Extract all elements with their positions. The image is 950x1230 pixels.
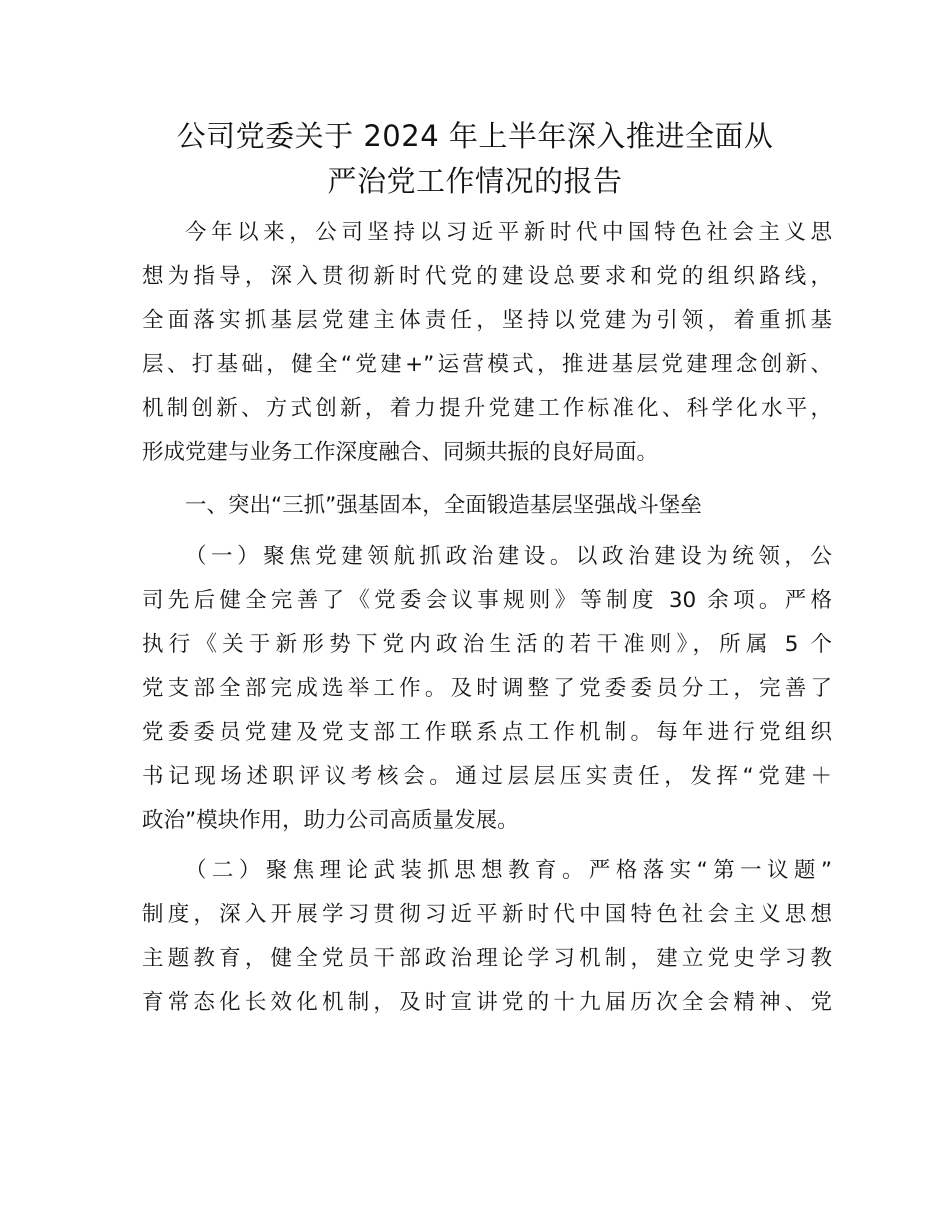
paragraph-1-line-6: 形成党建与业务工作深度融合、同频共振的良好局面。 [142, 440, 659, 465]
document-title-line-1: 公司党委关于 2024 年上半年深入推进全面从 [176, 119, 774, 153]
paragraph-1-line-3: 全面落实抓基层党建主体责任，坚持以党建为引领，着重抓基 [142, 308, 832, 333]
paragraph-3-line-2: 制度，深入开展学习贯彻习近平新时代中国特色社会主义思想 [142, 902, 832, 927]
paragraph-1-line-2: 想为指导，深入贯彻新时代党的建设总要求和党的组织路线， [142, 264, 832, 289]
paragraph-2-line-3: 执行《关于新形势下党内政治生活的若干准则》，所属 5 个 [142, 632, 832, 657]
document-title-line-2: 严治党工作情况的报告 [327, 164, 623, 198]
section-heading-1: 一、突出“三抓”强基固本，全面锻造基层坚强战斗堡垒 [185, 493, 702, 518]
paragraph-1-line-5: 机制创新、方式创新，着力提升党建工作标准化、科学化水平， [142, 396, 832, 421]
paragraph-3-line-3: 主题教育，健全党员干部政治理论学习机制，建立党史学习教 [142, 946, 832, 971]
paragraph-2-line-1: （一）聚焦党建领航抓政治建设。以政治建设为统领，公 [185, 544, 832, 569]
paragraph-3-line-1: （二）聚焦理论武装抓思想教育。严格落实“第一议题” [185, 858, 832, 883]
paragraph-2-line-7: 政治”模块作用，助力公司高质量发展。 [142, 808, 519, 833]
paragraph-2-line-5: 党委委员党建及党支部工作联系点工作机制。每年进行党组织 [142, 720, 832, 745]
paragraph-2-line-2: 司先后健全完善了《党委会议事规则》等制度 30 余项。严格 [142, 588, 832, 613]
paragraph-3-line-4: 育常态化长效化机制，及时宣讲党的十九届历次全会精神、党 [142, 990, 832, 1015]
paragraph-1-line-1: 今年以来，公司坚持以习近平新时代中国特色社会主义思 [185, 220, 832, 245]
paragraph-1-line-4: 层、打基础，健全“党建+”运营模式，推进基层党建理念创新、 [142, 352, 832, 377]
paragraph-2-line-6: 书记现场述职评议考核会。通过层层压实责任，发挥“党建＋ [142, 764, 832, 789]
paragraph-2-line-4: 党支部全部完成选举工作。及时调整了党委委员分工，完善了 [142, 676, 832, 701]
